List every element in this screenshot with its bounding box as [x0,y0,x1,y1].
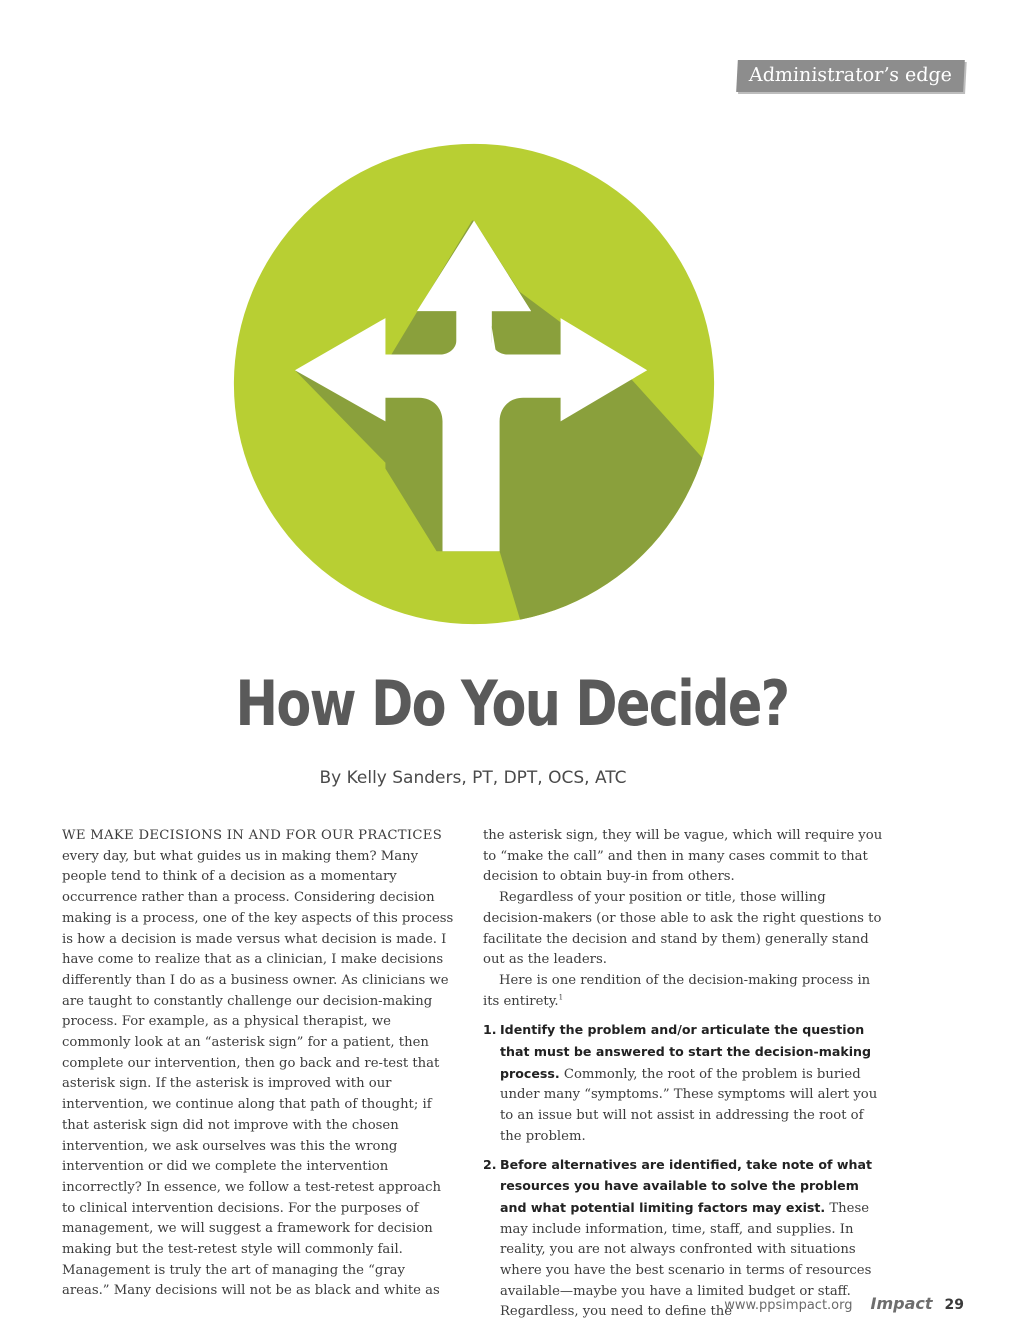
step-number: 2. [483,1156,497,1172]
section-tag: Administrator’s edge [736,60,965,92]
step-body: These may include information, time, staff, and supplies. In reality, you are not always confronted with situations where you have the best scenario in terms of resources available—maybe you have a limited budget or staff. Regardless, you need to define the [500,1200,872,1320]
body-paragraph: Regardless of your position or title, those willing decision-makers (or those able to ask the right questions to facilitate the decision and stand by them) generally stand out as the leaders. [483,890,882,968]
three-way-arrow-icon [228,138,720,630]
lead-text: every day, but what guides us in making them? Many people tend to think of a decision as a momentary occurrence rather than a process. Considering decision making is a process, one of the key aspects of this process is how a decision is made versus what decision is made. I have come to realize that as a clinician, I make decisions differently than I do as a business owner. As clinicians we are taught to constantly challenge our decision-making process. For example, as a physical therapist, we commonly look at an “asterisk sign” for a patient, then complete our intervention, then go back and re-test that asterisk sign. If the asterisk is improved with our intervention, we continue along that path of thought; if that asterisk sign did not improve with the chosen intervention, we ask ourselves was this the wrong intervention or did we complete the intervention incorrectly? In essence, we follow a test-retest approach to clinical intervention decisions. For the purposes of management, we will suggest a framework for decision making but the test-retest style will commonly fail. Management is truly the art of managing the “gray areas.” Many decisions will not be as black and white as [62,848,454,1299]
body-paragraph: Here is one rendition of the decision-making process in its entirety.$^1$ [483,972,871,1009]
reference-marker: 1 [558,993,564,1002]
process-step [483,1020,883,1147]
step-number: 1. [483,1022,497,1038]
lead-paragraph [62,826,454,1302]
process-steps [483,1020,883,1323]
page-footer [724,1294,964,1313]
step-heading: Before alternatives are identified, take note of what resources you have available to solve the problem and what potential limiting factors may exist. [500,1156,872,1215]
left-column [62,826,454,1302]
body-paragraph: the asterisk sign, they will be vague, which will require you to “make the call” and then in many cases commit to that decision to obtain buy-in from others. [483,828,883,885]
article-byline: By Kelly Sanders, PT, DPT, OCS, ATC [319,768,627,788]
footer-url[interactable]: www.ppsimpact.org [724,1298,853,1313]
page-number: 29 [944,1297,964,1313]
step-body: Commonly, the root of the problem is buried under many “symptoms.” These symptoms will alert you to an issue but will not assist in addressing the root of the problem. [500,1066,878,1144]
article-title: How Do You Decide? [235,667,789,740]
lead-caps: WE MAKE DECISIONS IN AND FOR OUR PRACTICES [62,828,443,843]
right-column [483,826,883,1330]
step-heading: Identify the problem and/or articulate the question that must be answered to start the decision-making process. [500,1022,871,1081]
magazine-name: Impact [870,1294,933,1313]
